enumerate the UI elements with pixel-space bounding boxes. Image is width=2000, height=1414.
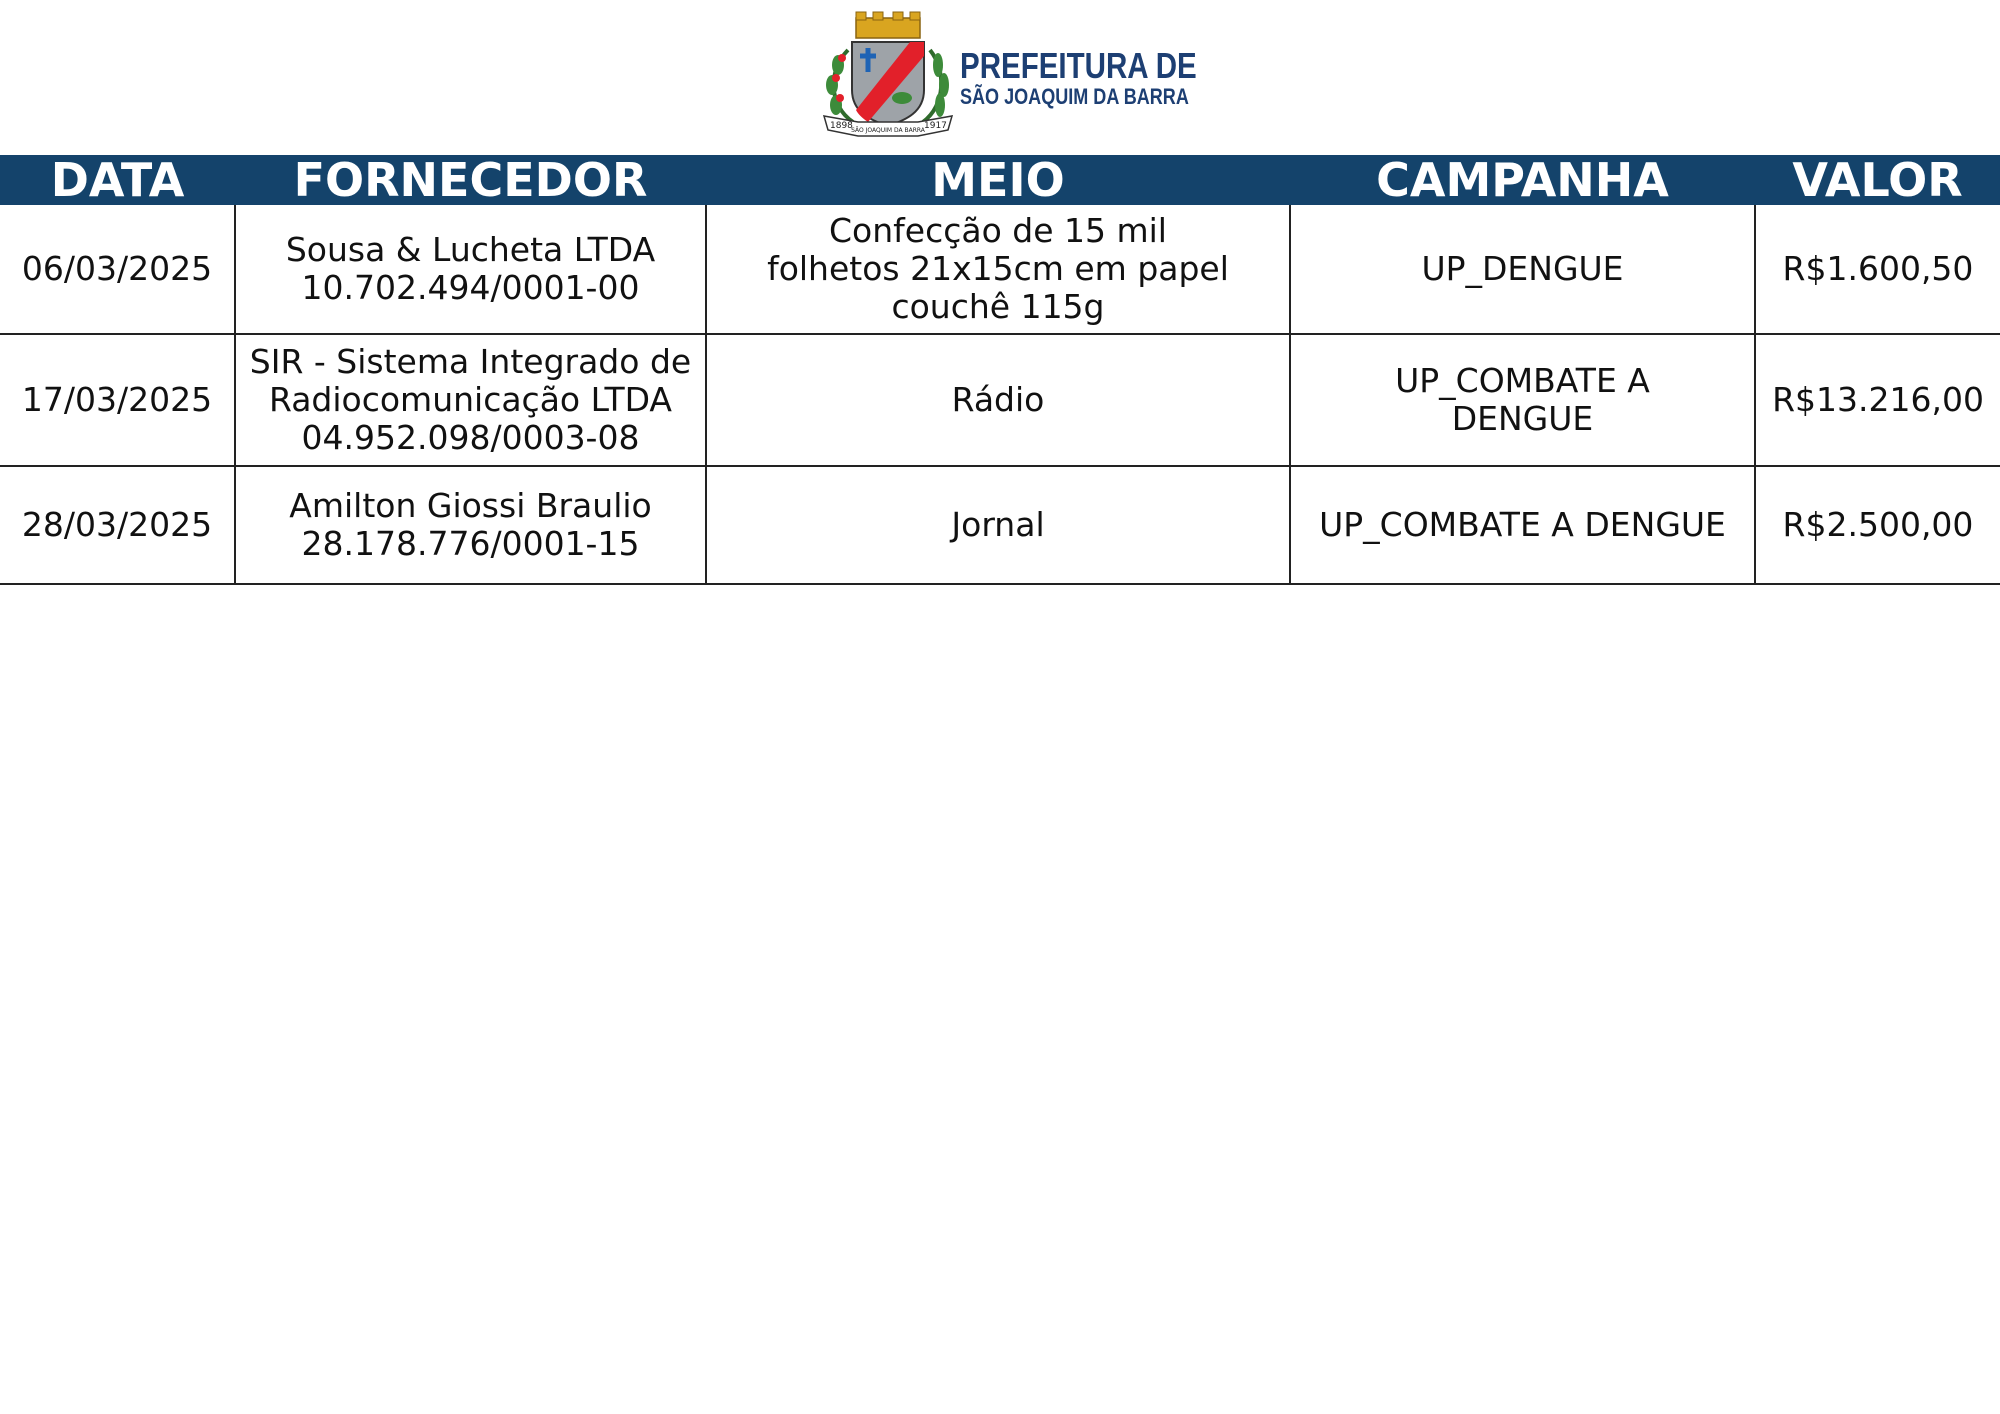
column-header-fornecedor: FORNECEDOR (235, 155, 706, 205)
report-table (0, 155, 2000, 585)
logo-title-line2: SÃO JOAQUIM DA BARRA (960, 84, 1189, 109)
column-header-campanha: CAMPANHA (1290, 155, 1755, 205)
cell-meio: Jornal (706, 466, 1290, 584)
table-row (0, 334, 2000, 466)
logo-text (960, 45, 1197, 109)
column-header-valor: VALOR (1755, 155, 2000, 205)
cell-valor: R$1.600,50 (1755, 205, 2000, 334)
crest-icon (818, 10, 958, 146)
cell-fornecedor: Amilton Giossi Braulio 28.178.776/0001-15 (235, 466, 706, 584)
table-row (0, 205, 2000, 334)
cell-data: 06/03/2025 (0, 205, 235, 334)
table-header-row (0, 155, 2000, 205)
cell-data: 17/03/2025 (0, 334, 235, 466)
cell-meio: Confecção de 15 mil folhetos 21x15cm em papel couchê 115g (706, 205, 1290, 334)
cell-valor: R$2.500,00 (1755, 466, 2000, 584)
cell-fornecedor: SIR - Sistema Integrado de Radiocomunicação LTDA 04.952.098/0003-08 (235, 334, 706, 466)
cell-meio: Rádio (706, 334, 1290, 466)
crest-year-left: 1898 (830, 121, 853, 131)
cell-data: 28/03/2025 (0, 466, 235, 584)
crest-year-right: 1917 (924, 121, 947, 131)
column-header-meio: MEIO (706, 155, 1290, 205)
table-row (0, 466, 2000, 584)
cell-fornecedor: Sousa & Lucheta LTDA 10.702.494/0001-00 (235, 205, 706, 334)
cell-campanha: UP_COMBATE A DENGUE (1290, 334, 1755, 466)
cell-campanha: UP_DENGUE (1290, 205, 1755, 334)
crest-ribbon-text: SÃO JOAQUIM DA BARRA (851, 127, 925, 134)
logo-title-line1: PREFEITURA DE (960, 45, 1197, 86)
column-header-data: DATA (0, 155, 235, 205)
logo (818, 10, 1197, 146)
cell-valor: R$13.216,00 (1755, 334, 2000, 466)
cell-campanha: UP_COMBATE A DENGUE (1290, 466, 1755, 584)
